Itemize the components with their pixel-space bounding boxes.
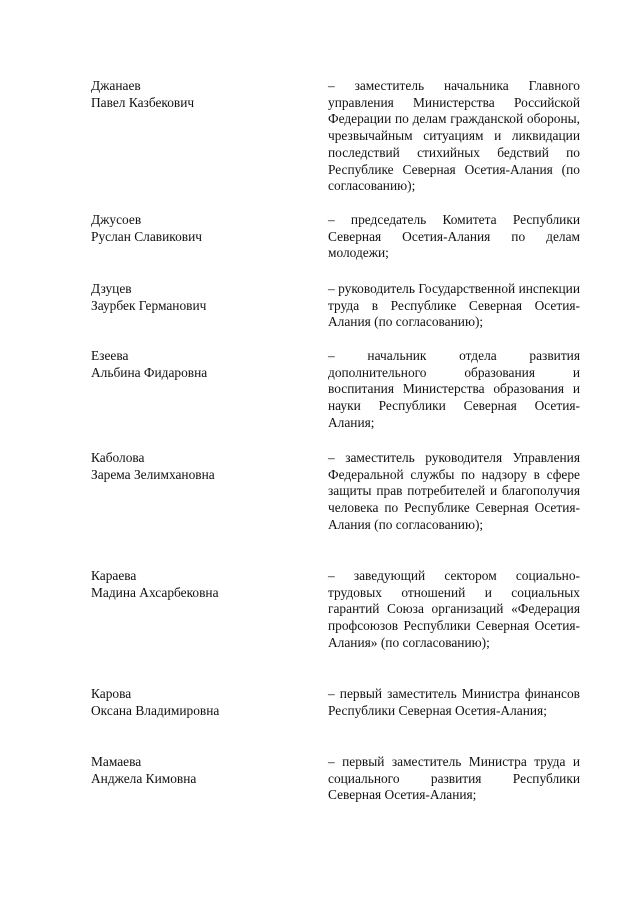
member-surname: Дзуцев [91, 281, 132, 296]
member-role: – первый заместитель Министра труда и социального развития Республики Северная Осетия-Алания; [328, 754, 580, 803]
member-given-name: Анджела Кимовна [91, 770, 197, 786]
member-given-name: Зарема Зелимхановна [91, 466, 215, 482]
member-surname: Карова [91, 686, 132, 701]
member-surname: Джанаев [91, 78, 141, 93]
member-name [91, 568, 291, 601]
member-given-name: Заурбек Германович [91, 297, 207, 313]
member-given-name: Мадина Ахсарбековна [91, 584, 219, 600]
member-name [91, 450, 291, 483]
member-role: – начальник отдела развития дополнительного образования и воспитания Министерства образования и науки Республики Северная Осетия-Алания; [328, 348, 580, 430]
member-name [91, 281, 291, 314]
member-surname: Каболова [91, 450, 145, 465]
member-name [91, 754, 291, 787]
member-role: – руководитель Государственной инспекции труда в Республике Северная Осетия-Алания (по согласованию); [328, 281, 580, 330]
member-given-name: Павел Казбекович [91, 94, 195, 110]
member-role: – первый заместитель Министра финансов Республики Северная Осетия-Алания; [328, 686, 580, 718]
member-surname: Караева [91, 568, 137, 583]
member-surname: Мамаева [91, 754, 142, 769]
member-role: – заведующий сектором социально-трудовых отношений и социальных гарантий Союза организаций «Федерация профсоюзов Республики Северная Осетия-Алания» (по согласованию); [328, 568, 580, 650]
member-role: – заместитель начальника Главного управления Министерства Российской Федерации по делам гражданской обороны, чрезвычайным ситуациям и ликвидации последствий стихийных бедствий по Республике Северная Осетия-Алания (по согласованию); [328, 78, 580, 194]
member-given-name: Альбина Фидаровна [91, 364, 208, 380]
member-given-name: Руслан Славикович [91, 228, 203, 244]
member-name [91, 78, 291, 111]
member-role: – заместитель руководителя Управления Федеральной службы по надзору в сфере защиты прав потребителей и благополучия человека по Республике Северная Осетия-Алания (по согласованию); [328, 450, 580, 532]
member-surname: Джусоев [91, 212, 142, 227]
member-name [91, 686, 291, 719]
member-surname: Езеева [91, 348, 129, 363]
member-role: – председатель Комитета Республики Северная Осетия-Алания по делам молодежи; [328, 212, 580, 261]
member-name [91, 212, 291, 245]
member-given-name: Оксана Владимировна [91, 702, 220, 718]
member-name [91, 348, 291, 381]
